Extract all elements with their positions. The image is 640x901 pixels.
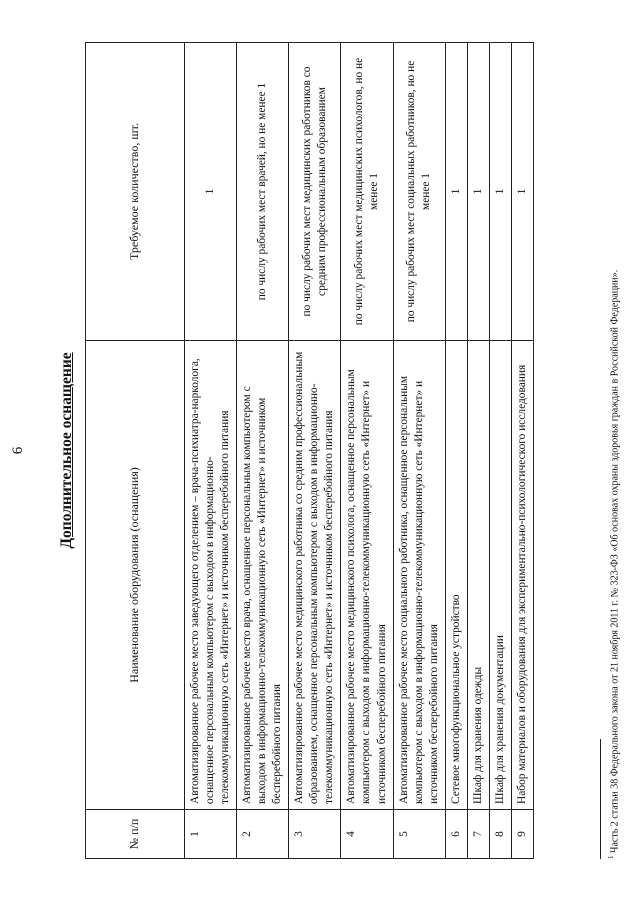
required-quantity: 1 <box>445 43 467 341</box>
table-row <box>445 43 467 859</box>
required-quantity: по числу рабочих мест врачей, но не менее 1 <box>237 43 289 341</box>
column-header-name: Наименование оборудования (оснащения) <box>86 341 185 810</box>
table-row <box>489 43 511 859</box>
page-title: Дополнительное оснащение <box>58 352 75 549</box>
equipment-name: Набор материалов и оборудования для экспериментально-психологического исследования <box>511 341 533 810</box>
equipment-name: Шкаф для хранения одежды <box>467 341 489 810</box>
required-quantity: 1 <box>467 43 489 341</box>
table-row <box>289 43 341 859</box>
page-number: 6 <box>10 446 26 455</box>
equipment-name: Автоматизированное рабочее место социального работника, оснащенное персональным компьютером с выходом в информационно-телекоммуникационную сеть «Интернет» и источником бесперебойного питания <box>393 341 445 810</box>
row-number: 7 <box>467 810 489 859</box>
required-quantity: по числу рабочих мест медицинских работников со средним профессиональным образованием <box>289 43 341 341</box>
footnote-divider <box>600 739 601 859</box>
column-header-num: № п/п <box>86 810 185 859</box>
row-number: 2 <box>237 810 289 859</box>
row-number: 5 <box>393 810 445 859</box>
row-number: 8 <box>489 810 511 859</box>
table-row <box>511 43 533 859</box>
required-quantity: по числу рабочих мест медицинских психологов, но не менее 1 <box>341 43 393 341</box>
equipment-name: Сетевое многофункциональное устройство <box>445 341 467 810</box>
footnote-text: Часть 2 статьи 38 Федерального закона от 21 ноября 2011 г. № 323-ФЗ «Об основах охраны здоровья граждан в Российской Федерации». <box>609 269 621 853</box>
row-number: 1 <box>185 810 237 859</box>
table-header-row <box>86 43 185 859</box>
equipment-name: Автоматизированное рабочее место врача, оснащенное персональным компьютером с выходом в информационно-телекоммуникационную сеть «Интернет» и источником бесперебойного питания <box>237 341 289 810</box>
equipment-name: Шкаф для хранения документации <box>489 341 511 810</box>
equipment-name: Автоматизированное рабочее место заведующего отделением – врача-психиатра-нарколога, оснащенное персональным компьютером с выходом в информационно-телекоммуникационную сеть «Интернет» и источником бесперебойного питания <box>185 341 237 810</box>
required-quantity: 1 <box>489 43 511 341</box>
footnote <box>607 270 620 859</box>
table-row <box>341 43 393 859</box>
equipment-name: Автоматизированное рабочее место медицинского психолога, оснащенное персональным компьютером с выходом в информационно-телекоммуникационную сеть «Интернет» и источником бесперебойного питания <box>341 341 393 810</box>
table-row <box>393 43 445 859</box>
table-row <box>467 43 489 859</box>
row-number: 6 <box>445 810 467 859</box>
footnote-mark: 1 <box>607 855 615 859</box>
row-number: 3 <box>289 810 341 859</box>
row-number: 4 <box>341 810 393 859</box>
equipment-table <box>85 42 534 859</box>
required-quantity: 1 <box>185 43 237 341</box>
equipment-name: Автоматизированное рабочее место медицинского работника со средним профессиональным образованием, оснащенное персональным компьютером с выходом в информационно-телекоммуникационную сеть «Интернет» и источником бесперебойного питания <box>289 341 341 810</box>
table-row <box>185 43 237 859</box>
column-header-qty: Требуемое количество, шт. <box>86 43 185 341</box>
required-quantity: 1 <box>511 43 533 341</box>
table-row <box>237 43 289 859</box>
row-number: 9 <box>511 810 533 859</box>
required-quantity: по числу рабочих мест социальных работников, но не менее 1 <box>393 43 445 341</box>
